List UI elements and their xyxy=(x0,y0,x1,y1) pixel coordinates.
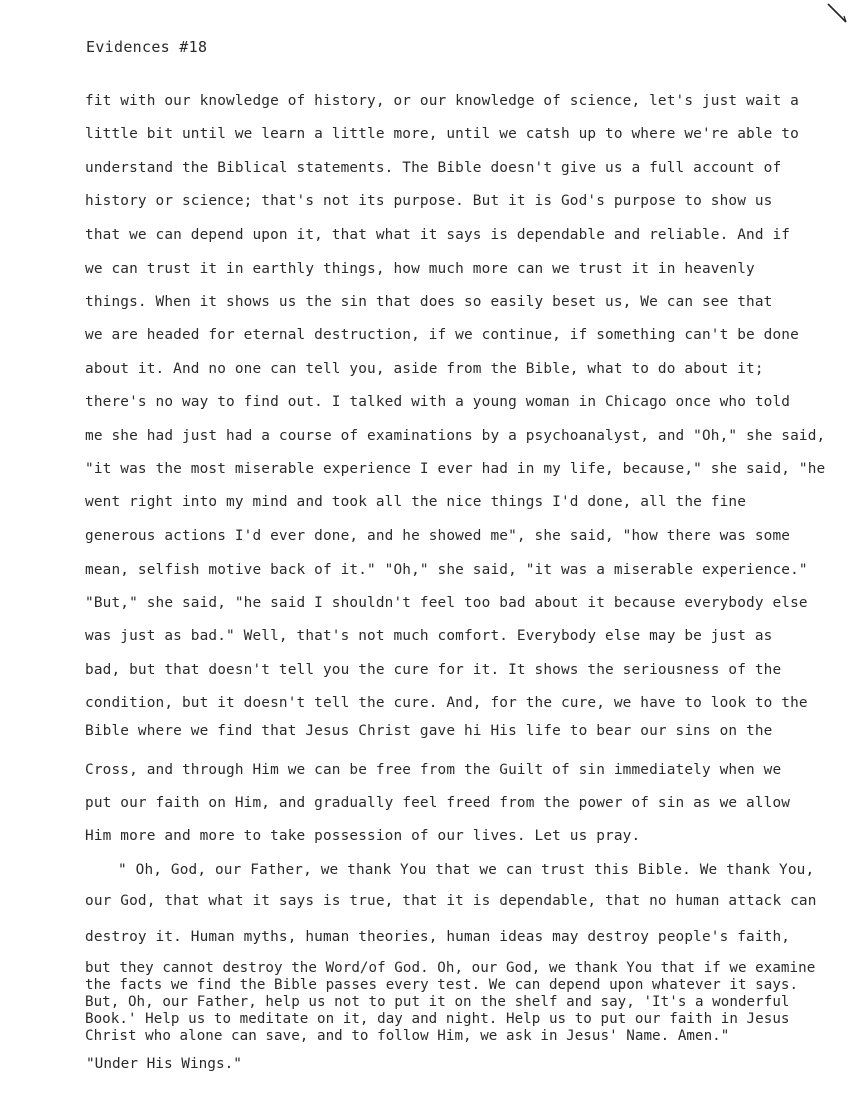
body-line-3: understand the Biblical statements. The Bible doesn't give us a full account of xyxy=(85,160,782,176)
body-line-10: there's no way to find out. I talked with a young woman in Chicago once who told xyxy=(85,394,791,410)
body-line-2: little bit until we learn a little more, until we catsh up to where we're able to xyxy=(85,126,799,142)
prayer-tight-line-1: but they cannot destroy the Word/of God. Oh, our God, we thank You that if we examine xyxy=(85,960,816,976)
prayer-tight-line-2: the facts we find the Bible passes every test. We can depend upon whatever it says. xyxy=(85,977,799,993)
body-line-20: Bible where we find that Jesus Christ gave hi His life to bear our sins on the xyxy=(85,723,773,739)
body-line-14: generous actions I'd ever done, and he showed me", she said, "how there was some xyxy=(85,528,791,544)
prayer-tight-line-3: But, Oh, our Father, help us not to put it on the shelf and say, 'It's a wonderful xyxy=(85,994,790,1010)
body-line-5: that we can depend upon it, that what it says is dependable and reliable. And if xyxy=(85,227,791,243)
body-line-21: Cross, and through Him we can be free from the Guilt of sin immediately when we xyxy=(85,762,782,778)
body-line-4: history or science; that's not its purpose. But it is God's purpose to show us xyxy=(85,193,773,209)
body-line-19: condition, but it doesn't tell the cure. And, for the cure, we have to look to the xyxy=(85,695,808,711)
body-line-13: went right into my mind and took all the nice things I'd done, all the fine xyxy=(85,494,747,510)
body-line-1: fit with our knowledge of history, or our knowledge of science, let's just wait a xyxy=(85,93,799,109)
body-line-22: put our faith on Him, and gradually feel freed from the power of sin as we allow xyxy=(85,795,791,811)
body-line-8: we are headed for eternal destruction, if we continue, if something can't be done xyxy=(85,327,799,343)
prayer-tight-line-4: Book.' Help us to meditate on it, day and night. Help us to put our faith in Jesus xyxy=(85,1011,790,1027)
body-line-15: mean, selfish motive back of it." "Oh," she said, "it was a miserable experience." xyxy=(85,562,808,578)
body-line-9: about it. And no one can tell you, aside from the Bible, what to do about it; xyxy=(85,361,764,377)
page-header: Evidences #18 xyxy=(86,38,208,56)
body-line-6: we can trust it in earthly things, how much more can we trust it in heavenly xyxy=(85,261,755,277)
prayer-line-1: " Oh, God, our Father, we thank You that we can trust this Bible. We thank You, xyxy=(118,862,815,878)
body-line-11: me she had just had a course of examinations by a psychoanalyst, and "Oh," she said, xyxy=(85,428,826,444)
closing-hymn: "Under His Wings." xyxy=(86,1056,242,1072)
body-line-16: "But," she said, "he said I shouldn't feel too bad about it because everybody else xyxy=(85,595,808,611)
body-line-18: bad, but that doesn't tell you the cure for it. It shows the seriousness of the xyxy=(85,662,782,678)
body-line-23: Him more and more to take possession of our lives. Let us pray. xyxy=(85,828,641,844)
prayer-line-3: destroy it. Human myths, human theories, human ideas may destroy people's faith, xyxy=(85,929,791,945)
body-line-17: was just as bad." Well, that's not much comfort. Everybody else may be just as xyxy=(85,628,773,644)
corner-mark-icon xyxy=(826,2,848,24)
prayer-line-2: our God, that what it says is true, that it is dependable, that no human attack can xyxy=(85,893,817,909)
body-line-12: "it was the most miserable experience I ever had in my life, because," she said, "he xyxy=(85,461,826,477)
prayer-tight-line-5: Christ who alone can save, and to follow Him, we ask in Jesus' Name. Amen." xyxy=(85,1028,730,1044)
body-line-7: things. When it shows us the sin that does so easily beset us, We can see that xyxy=(85,294,773,310)
